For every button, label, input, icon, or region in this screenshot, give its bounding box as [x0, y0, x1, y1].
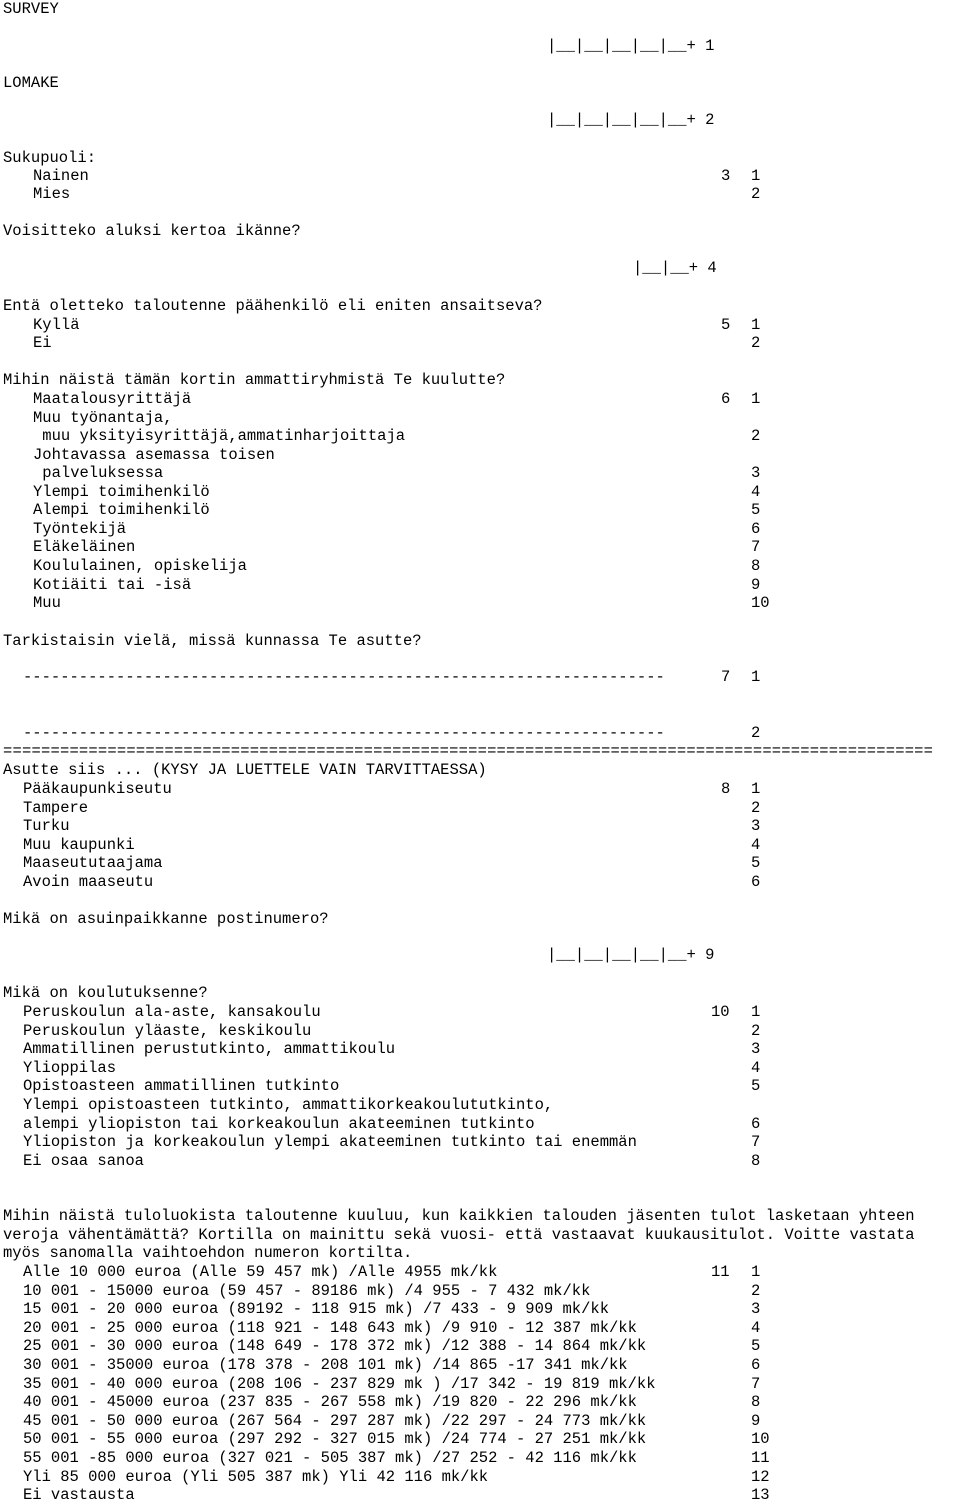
section-separator: ================================================================================================== [3, 742, 934, 760]
education-option-label: Ammatillinen perustutkinto, ammattikoulu [23, 1040, 396, 1059]
occupation-option-label: Muu [33, 594, 61, 613]
occupation-option-code[interactable]: 9 [751, 575, 761, 594]
income-option-label: Yli 85 000 euroa (Yli 505 387 mk) Yli 42 116 mk/kk [23, 1467, 489, 1486]
income-option-code[interactable]: 13 [751, 1486, 770, 1504]
occupation-option-code[interactable]: 5 [751, 501, 761, 520]
question-postal-code: Mikä on asuinpaikkanne postinumero? [3, 910, 329, 928]
occupation-option-label: Johtavassa asemassa toisen [33, 445, 275, 464]
occupation-option-label: Muu työnantaja, [33, 408, 173, 427]
question-municipality: Tarkistaisin vielä, missä kunnassa Te asutte? [3, 632, 422, 650]
income-option-label: 15 001 - 20 000 euroa (89192 - 118 915 mk) /7 433 - 9 909 mk/kk [23, 1300, 609, 1319]
option-label: Kyllä [33, 316, 80, 334]
answer-box-9[interactable]: |__|__|__|__|__+ 9 [547, 946, 715, 964]
income-option-code[interactable]: 7 [751, 1374, 761, 1393]
income-option-code[interactable]: 11 [751, 1449, 770, 1467]
option-code[interactable]: 1 [751, 316, 761, 334]
education-option-label: Opistoasteen ammatillinen tutkinto [23, 1077, 340, 1096]
occupation-option-label: Työntekijä [33, 519, 127, 538]
income-option-label: Alle 10 000 euroa (Alle 59 457 mk) /Alle 4955 mk/kk [23, 1263, 498, 1281]
education-option-label: Ei osaa sanoa [23, 1151, 144, 1170]
answer-box-2[interactable]: |__|__|__|__|__+ 2 [547, 111, 715, 129]
occupation-option-code[interactable]: 8 [751, 556, 761, 575]
option-label: Mies [33, 185, 71, 203]
income-option-label: 30 001 - 35000 euroa (178 378 - 208 101 mk) /14 865 -17 341 mk/kk [23, 1356, 628, 1374]
question-number: 5 [721, 316, 731, 334]
occupation-option-label: Kotiäiti tai -isä [33, 575, 192, 594]
education-option-code[interactable]: 8 [751, 1151, 761, 1170]
education-option-code[interactable]: 7 [751, 1133, 761, 1152]
question-number: 11 [711, 1263, 730, 1281]
area-option-label: Avoin maaseutu [23, 872, 154, 891]
answer-box-4[interactable]: |__|__+ 4 [633, 259, 717, 277]
occupation-option-label: muu yksityisyrittäjä,ammatinharjoittaja [33, 427, 406, 446]
area-option-code[interactable]: 1 [751, 780, 761, 798]
income-option-label: 40 001 - 45000 euroa (237 835 - 267 558 mk) /19 820 - 22 296 mk/kk [23, 1393, 637, 1412]
occupation-option-label: Eläkeläinen [33, 538, 136, 557]
question-gender: Sukupuoli: [3, 149, 97, 167]
occupation-option-label: Ylempi toimihenkilö [33, 482, 210, 501]
question-number: 7 [721, 668, 731, 686]
survey-heading: SURVEY [3, 0, 59, 18]
area-option-code[interactable]: 3 [751, 817, 761, 836]
income-option-code[interactable]: 4 [751, 1318, 761, 1337]
question-age: Voisitteko aluksi kertoa ikänne? [3, 222, 301, 240]
income-option-code[interactable]: 3 [751, 1300, 761, 1319]
option-code[interactable]: 1 [751, 668, 761, 686]
income-option-label: 25 001 - 30 000 euroa (148 649 - 178 372 mk) /12 388 - 14 864 mk/kk [23, 1337, 647, 1356]
option-code[interactable]: 2 [751, 334, 761, 352]
education-option-code[interactable]: 2 [751, 1021, 761, 1040]
option-code[interactable]: 1 [751, 167, 761, 185]
occupation-option-label: Alempi toimihenkilö [33, 501, 210, 520]
education-option-label: Ylempi opistoasteen tutkinto, ammattikorkeakoulututkinto, [23, 1096, 554, 1114]
occupation-option-code[interactable]: 6 [751, 519, 761, 538]
income-option-code[interactable]: 10 [751, 1430, 770, 1449]
option-code[interactable]: 2 [751, 724, 761, 742]
income-option-label: 55 001 -85 000 euroa (327 021 - 505 387 mk) /27 252 - 42 116 mk/kk [23, 1449, 637, 1467]
answer-box-1[interactable]: |__|__|__|__|__+ 1 [547, 37, 715, 55]
area-option-label: Maaseututaajama [23, 854, 163, 873]
question-occupation: Mihin näistä tämän kortin ammattiryhmistä Te kuulutte? [3, 371, 506, 389]
occupation-option-code[interactable]: 3 [751, 464, 761, 483]
area-option-code[interactable]: 6 [751, 872, 761, 891]
area-option-label: Tampere [23, 798, 89, 817]
question-area: Asutte siis ... (KYSY JA LUETTELE VAIN TARVITTAESSA) [3, 761, 487, 779]
option-code[interactable]: 2 [751, 185, 761, 203]
question-number: 3 [721, 167, 731, 185]
occupation-option-label: Maatalousyrittäjä [33, 390, 192, 408]
income-option-label: 10 001 - 15000 euroa (59 457 - 89186 mk) /4 955 - 7 432 mk/kk [23, 1281, 591, 1300]
education-option-code[interactable]: 1 [751, 1003, 761, 1021]
question-income: Mihin näistä tuloluokista taloutenne kuuluu, kun kaikkien talouden jäsenten tulot lasketaan yhteen veroja vähentämättä? Kortilla on mainittu sekä vuosi- että vastaavat kuukausitulot. Voitte vastata myös sanomalla vaihtoehdon numeron kortilta. [3, 1207, 915, 1262]
income-option-code[interactable]: 1 [751, 1263, 761, 1281]
option-label: Ei [33, 334, 52, 352]
income-option-label: 35 001 - 40 000 euroa (208 106 - 237 829 mk ) /17 342 - 19 819 mk/kk [23, 1374, 656, 1393]
option-label: Nainen [33, 167, 89, 185]
question-number: 6 [721, 390, 731, 408]
occupation-option-label: Koululainen, opiskelija [33, 556, 247, 575]
form-heading: LOMAKE [3, 74, 59, 92]
education-option-code[interactable]: 3 [751, 1040, 761, 1059]
area-option-label: Turku [23, 817, 70, 836]
education-option-label: Peruskoulun yläaste, keskikoulu [23, 1021, 312, 1040]
municipality-line-1[interactable]: --------------------------------------------------------------------- [23, 668, 665, 686]
education-option-code[interactable]: 6 [751, 1114, 761, 1133]
education-option-label: Yliopiston ja korkeakoulun ylempi akateeminen tutkinto tai enemmän [23, 1133, 637, 1152]
income-option-label: Ei vastausta [23, 1486, 135, 1504]
occupation-option-code[interactable]: 4 [751, 482, 761, 501]
education-option-label: alempi yliopiston tai korkeakoulun akateeminen tutkinto [23, 1114, 535, 1133]
area-option-label: Muu kaupunki [23, 835, 135, 854]
income-option-code[interactable]: 9 [751, 1411, 761, 1430]
education-option-code[interactable]: 5 [751, 1077, 761, 1096]
income-option-code[interactable]: 6 [751, 1356, 761, 1374]
area-option-code[interactable]: 5 [751, 854, 761, 873]
question-number: 10 [711, 1003, 730, 1021]
occupation-option-code[interactable]: 1 [751, 390, 761, 408]
income-option-label: 45 001 - 50 000 euroa (267 564 - 297 287 mk) /22 297 - 24 773 mk/kk [23, 1411, 647, 1430]
income-option-code[interactable]: 8 [751, 1393, 761, 1412]
question-number: 8 [721, 780, 731, 798]
occupation-option-label: palveluksessa [33, 464, 164, 483]
income-option-code[interactable]: 12 [751, 1467, 770, 1486]
area-option-code[interactable]: 2 [751, 798, 761, 817]
education-option-code[interactable]: 4 [751, 1058, 761, 1077]
question-education: Mikä on koulutuksenne? [3, 984, 208, 1002]
occupation-option-code[interactable]: 2 [751, 427, 761, 446]
income-option-label: 50 001 - 55 000 euroa (297 292 - 327 015 mk) /24 774 - 27 251 mk/kk [23, 1430, 647, 1449]
income-option-label: 20 001 - 25 000 euroa (118 921 - 148 643 mk) /9 910 - 12 387 mk/kk [23, 1318, 637, 1337]
education-option-label: Peruskoulun ala-aste, kansakoulu [23, 1003, 321, 1021]
income-option-code[interactable]: 2 [751, 1281, 761, 1300]
occupation-option-code[interactable]: 7 [751, 538, 761, 557]
area-option-code[interactable]: 4 [751, 835, 761, 854]
occupation-option-code[interactable]: 10 [751, 594, 770, 613]
area-option-label: Pääkaupunkiseutu [23, 780, 172, 798]
income-option-code[interactable]: 5 [751, 1337, 761, 1356]
question-main-earner: Entä oletteko taloutenne päähenkilö eli eniten ansaitseva? [3, 297, 543, 315]
education-option-label: Ylioppilas [23, 1058, 117, 1077]
municipality-line-2[interactable]: --------------------------------------------------------------------- [23, 724, 665, 742]
